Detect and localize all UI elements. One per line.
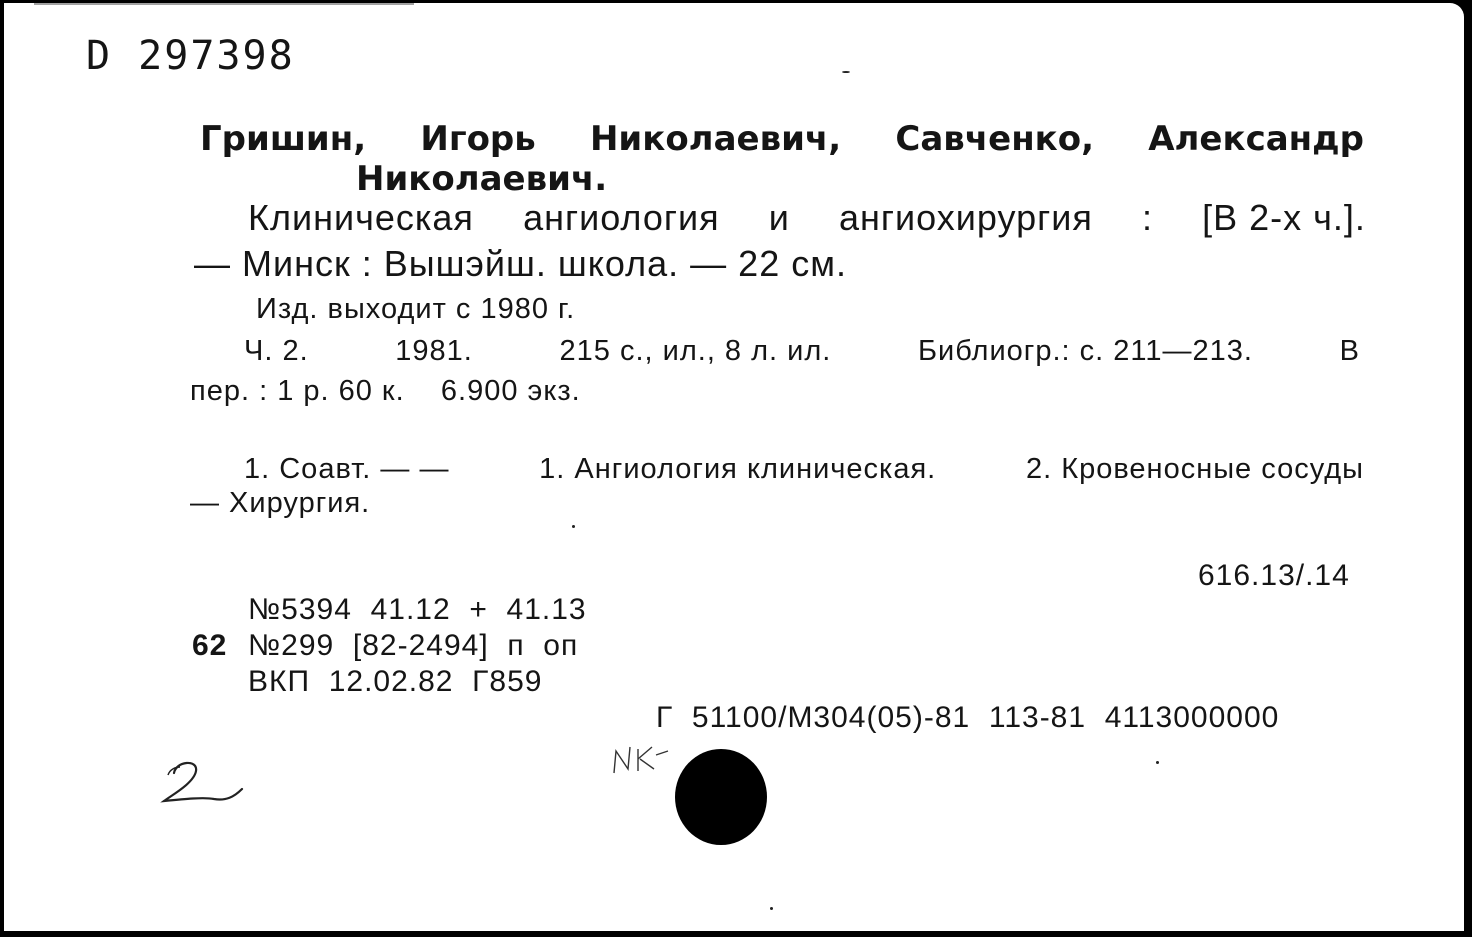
title-line-1: [248, 197, 1366, 239]
subjects-line-2: — Хирургия.: [190, 487, 371, 519]
subject-entry: 1. Соавт. — —: [244, 453, 450, 485]
part-line-2: пер. : 1 р. 60 к. 6.900 экз.: [190, 375, 581, 407]
catalog-card: [4, 3, 1464, 931]
handwritten-initials: [608, 739, 678, 779]
part-field: Ч. 2.: [244, 335, 309, 367]
author-word: Игорь: [420, 119, 536, 159]
part-field: 1981.: [395, 335, 473, 367]
author-word: Николаевич,: [589, 119, 842, 159]
part-field: В: [1339, 335, 1360, 367]
title-word: ангиология: [523, 197, 720, 238]
speck: [770, 907, 773, 910]
speck: [842, 71, 850, 73]
punch-hole: [675, 749, 767, 845]
service-number: 62: [192, 629, 228, 662]
speck: [1156, 761, 1159, 764]
udc-index: 616.13/.14: [1198, 559, 1350, 592]
part-field: 215 с., ил., 8 л. ил.: [559, 335, 832, 367]
title-word: Клиническая: [248, 197, 474, 238]
edition-note: Изд. выходит с 1980 г.: [256, 293, 576, 325]
author-word: Александр: [1148, 119, 1364, 159]
service-line-3: ВКП 12.02.82 Г859: [248, 665, 543, 698]
author-word: Гришин,: [200, 119, 367, 159]
subject-entry: 2. Кровеносные сосуды: [1025, 453, 1364, 485]
service-line-2: №299 [82-2494] п оп: [248, 629, 579, 662]
title-word: и: [768, 197, 790, 238]
handwritten-number: [154, 755, 254, 815]
title-word: :: [1141, 197, 1153, 238]
inventory-number: D 297398: [86, 33, 295, 79]
title-word: [В 2-х ч.].: [1202, 197, 1366, 238]
publisher-code: Г 51100/М304(05)-81 113-81 4113000000: [656, 701, 1280, 734]
part-field: Библиогр.: с. 211—213.: [918, 335, 1253, 367]
authors-line-1: [200, 119, 1364, 159]
author-word: Савченко,: [895, 119, 1095, 159]
part-line-1: [244, 335, 1360, 368]
subject-entry: 1. Ангиология клиническая.: [539, 453, 937, 485]
subjects-line-1: [244, 453, 1364, 486]
card-top-edge: [34, 3, 414, 5]
title-word: ангиохирургия: [839, 197, 1093, 238]
title-line-2: — Минск : Вышэйш. школа. — 22 см.: [194, 243, 847, 284]
speck: [572, 525, 575, 528]
service-line-1: №5394 41.12 + 41.13: [248, 593, 587, 626]
authors-line-2: Николаевич.: [356, 159, 608, 199]
